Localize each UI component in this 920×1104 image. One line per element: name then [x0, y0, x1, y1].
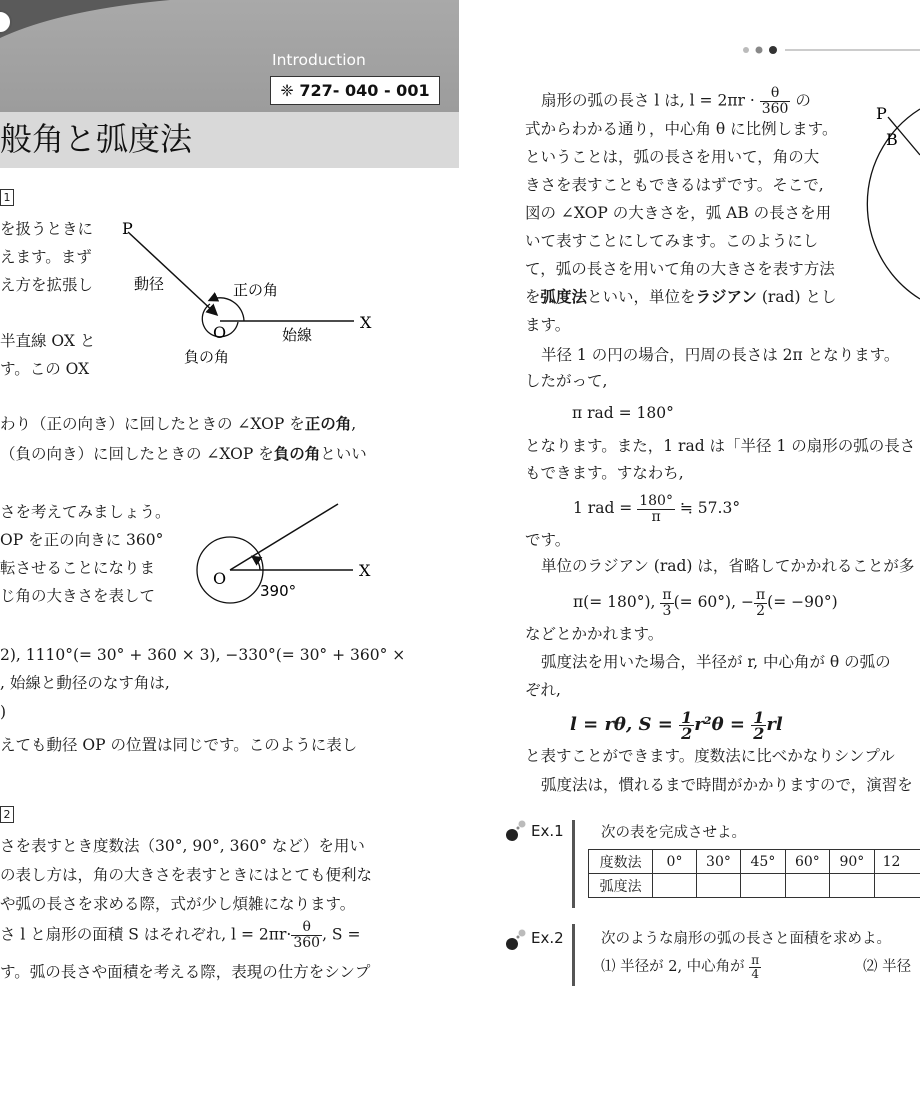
- right-line: 半径 1 の円の場合，円周の長さは 2π となります。: [541, 346, 900, 364]
- equation-one-rad: 1 rad = $\frac{180^\circ}{\pi}$ ≒ 57.3°: [573, 492, 741, 525]
- table-cell: 60°: [785, 850, 829, 874]
- positive-angle-arc: [210, 298, 244, 321]
- left-line: さを表すとき度数法（30°, 90°, 360° など）を用い: [0, 837, 365, 855]
- left-line: さ l と扇形の面積 S はそれぞれ, l = 2πr· $\frac{\theta}{360}$ , S =: [0, 919, 361, 951]
- ex2-label: Ex.2: [531, 929, 564, 947]
- label-O: O: [213, 323, 227, 342]
- table-row: [589, 874, 920, 898]
- radius-line: [128, 232, 216, 314]
- code-text: 727- 040 - 001: [299, 81, 430, 100]
- dot-icon: [769, 46, 777, 54]
- right-line: て，弧の長さを用いて角の大きさを表す方法: [525, 260, 835, 278]
- table-cell: 90°: [830, 850, 874, 874]
- right-line: ということは，弧の長さを用いて，角の大: [525, 148, 820, 166]
- dot-icon: [743, 47, 749, 53]
- label-X: X: [360, 313, 372, 332]
- equation-pi-rad: π rad = 180°: [572, 404, 674, 422]
- label-P: P: [122, 219, 133, 238]
- left-line: や弧の長さを求める際，式が少し煩雑になります。: [0, 895, 356, 913]
- label-P: P: [876, 104, 887, 123]
- dot-icon: [756, 47, 763, 54]
- angle-arc: [253, 557, 260, 570]
- page-dots-decoration: [735, 40, 920, 60]
- table-cell: 0°: [653, 850, 696, 874]
- label-initial: 始線: [282, 326, 313, 344]
- asterisk-diamond-icon: ❈: [280, 81, 294, 100]
- label-negative: 負の角: [184, 348, 230, 366]
- section-label: Introduction: [272, 51, 366, 69]
- right-line: 単位のラジアン (rad) は，省略してかかれることが多: [541, 557, 915, 575]
- left-line: （負の向き）に回したときの ∠XOP を負の角といい: [0, 444, 367, 463]
- left-line: す。この OX: [0, 360, 90, 378]
- table-cell: 12: [874, 850, 920, 874]
- right-line: を弧度法といい，単位をラジアン (rad) とし: [525, 287, 837, 306]
- ex1-table: [588, 849, 920, 898]
- left-line: 転させることになりま: [0, 559, 156, 577]
- label-B: B: [886, 130, 898, 149]
- right-line: もできます。すなわち,: [525, 464, 684, 482]
- left-line: の表し方は，角の大きさを表すときにはとても便利な: [0, 866, 373, 884]
- right-line: ます。: [525, 316, 571, 334]
- right-line: 弧度法は，慣れるまで時間がかかりますので，演習を: [541, 776, 913, 794]
- angle-figure-1: [110, 210, 390, 370]
- left-line: じ角の大きさを表して: [0, 587, 156, 605]
- left-line: OP を正の向きに 360°: [0, 531, 164, 549]
- label-angle: 390°: [260, 582, 297, 600]
- arc-figure: [860, 95, 920, 310]
- equation-arc-area: l = rθ, S = $\frac{1}{2}$ r²θ = $\frac{1}{2}$ rl: [570, 707, 783, 743]
- ex-bullet-icon: [503, 927, 529, 953]
- left-line: えます。まず: [0, 248, 92, 266]
- label-O: O: [213, 569, 227, 588]
- ex1-bar: [572, 820, 575, 908]
- right-line: などとかかれます。: [525, 625, 664, 643]
- ex2-text: 次のような扇形の弧の長さと面積を求めよ。: [601, 931, 891, 947]
- right-line: です。: [525, 531, 571, 549]
- label-positive: 正の角: [233, 281, 279, 299]
- ex-bullet-icon: [503, 818, 529, 844]
- right-line: となります。また，1 rad は「半径 1 の扇形の弧の長さ: [525, 437, 916, 455]
- left-line: す。弧の長さや面積を考える際，表現の仕方をシンプ: [0, 963, 371, 981]
- angle-figure-2: [185, 500, 385, 610]
- table-cell: 度数法: [589, 850, 653, 874]
- ex1-text: 次の表を完成させよ。: [601, 825, 746, 841]
- ex2-bar: [572, 924, 575, 986]
- right-line: いて表すことにしてみます。このようにし: [525, 232, 819, 250]
- left-line: えても動径 OP の位置は同じです。このように表し: [0, 736, 358, 754]
- left-line: え方を拡張し: [0, 276, 94, 294]
- label-radius: 動径: [134, 275, 165, 293]
- right-line: 弧度法を用いた場合，半径が r, 中心角が θ の弧の: [541, 653, 891, 671]
- section-box-1: 1: [0, 189, 14, 206]
- table-cell: 弧度法: [589, 874, 653, 898]
- section-box-2: 2: [0, 806, 14, 823]
- right-line: きさを表すこともできるはずです。そこで,: [525, 176, 824, 194]
- right-line: と表すことができます。度数法に比べかなりシンプル: [525, 747, 895, 765]
- label-X: X: [359, 561, 371, 580]
- ex1-label: Ex.1: [531, 822, 564, 840]
- left-line: わり（正の向き）に回したときの ∠XOP を正の角,: [0, 414, 357, 433]
- radius-line: [230, 504, 338, 570]
- right-line: 図の ∠XOP の大きさを，弧 AB の長さを用: [525, 204, 832, 222]
- left-line: 半直線 OX と: [0, 332, 96, 350]
- left-line: を扱うときに: [0, 220, 94, 238]
- table-cell: 45°: [741, 850, 785, 874]
- table-row: [589, 850, 920, 874]
- chapter-title: 般角と弧度法: [0, 120, 193, 158]
- left-line: 2), 1110°(= 30° + 360 × 3), −330°(= 30° + 360° ×: [0, 646, 406, 664]
- right-line: ぞれ,: [525, 681, 561, 699]
- ex2-item-1: ⑴ 半径が 2, 中心角が $\frac{\pi}{4}$: [601, 952, 760, 981]
- equation-examples: π(= 180°), $\frac{\pi}{3}$ (= 60°), − $\frac{\pi}{2}$ (= −90°): [573, 586, 838, 619]
- right-line: したがって,: [525, 372, 608, 390]
- header-decoration: [0, 0, 460, 40]
- left-line: ): [0, 703, 7, 721]
- left-line: , 始線と動径のなす角は,: [0, 674, 170, 692]
- table-cell: 30°: [696, 850, 740, 874]
- right-line: 扇形の弧の長さ l は, l = 2πr · $\frac{\theta}{360}$ の: [541, 85, 811, 117]
- right-line: 式からわかる通り，中心角 θ に比例します。: [525, 120, 838, 138]
- left-line: さを考えてみましょう。: [0, 503, 171, 521]
- code-badge: [270, 76, 440, 105]
- ex2-item-2: ⑵ 半径: [863, 959, 912, 975]
